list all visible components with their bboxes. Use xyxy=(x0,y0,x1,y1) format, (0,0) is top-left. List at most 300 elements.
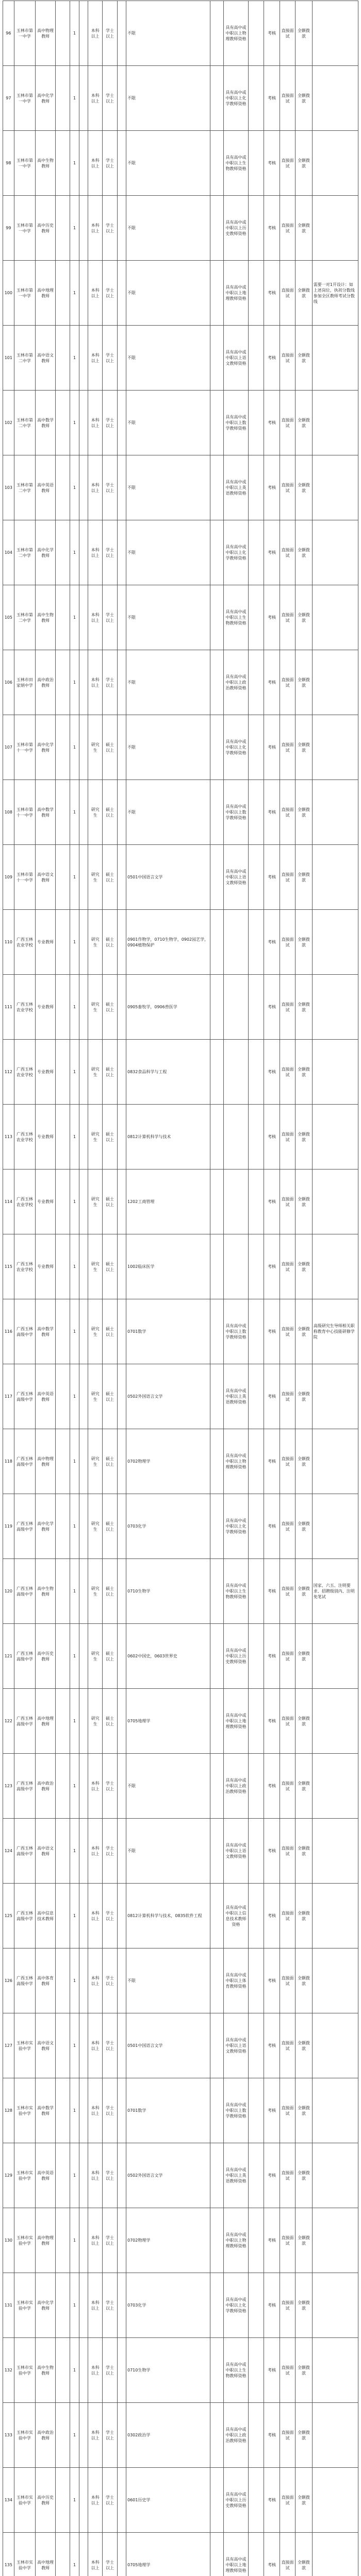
position-name: 高中历史教师 xyxy=(36,196,56,261)
position-code xyxy=(56,1559,70,1624)
position-name: 高中语文教师 xyxy=(36,845,56,910)
qualification xyxy=(224,1234,249,1299)
table-row xyxy=(3,391,358,455)
unit-name: 玉林市实验中学 xyxy=(14,2468,35,2533)
specialty xyxy=(210,455,224,520)
position-code xyxy=(56,1948,70,2013)
exam-mode: 考核 xyxy=(264,2338,280,2403)
exam-mode: 考核 xyxy=(264,1754,280,1819)
exam-method: 直接面试 xyxy=(280,1884,295,1948)
exam-mode: 考核 xyxy=(264,585,280,650)
specialty xyxy=(210,2078,224,2143)
unit-name: 玉林市第十一中学 xyxy=(14,780,35,845)
category xyxy=(79,2533,88,2576)
category xyxy=(79,455,88,520)
qualification: 具有高中或中职以上信息技术教师资格 xyxy=(224,1884,249,1948)
qualification xyxy=(224,1170,249,1234)
exam-mode: 考核 xyxy=(264,2208,280,2273)
row-number: 115 xyxy=(3,1234,14,1299)
row-number: 135 xyxy=(3,2533,14,2576)
age-limit xyxy=(117,1689,126,1754)
education: 研究生 xyxy=(88,910,103,975)
degree: 学士以上 xyxy=(103,2403,117,2468)
age-limit xyxy=(117,650,126,715)
table-row xyxy=(3,2078,358,2143)
specialty xyxy=(210,650,224,715)
category xyxy=(79,326,88,391)
position-code xyxy=(56,1,70,66)
specialty xyxy=(210,1364,224,1429)
category xyxy=(79,391,88,455)
position-name: 高中物理教师 xyxy=(36,1429,56,1494)
exam-method: 直接面试 xyxy=(280,910,295,975)
degree: 学士以上 xyxy=(103,1,117,66)
row-number: 98 xyxy=(3,131,14,196)
other-conditions xyxy=(248,455,264,520)
major-requirement: 0832食品科学与工程 xyxy=(126,1040,210,1105)
education: 本科以上 xyxy=(88,650,103,715)
table-row xyxy=(3,1040,358,1105)
position-name: 高中体育教师 xyxy=(36,1948,56,2013)
table-row xyxy=(3,1299,358,1364)
degree: 学士以上 xyxy=(103,2338,117,2403)
specialty xyxy=(210,2208,224,2273)
major-requirement: 不限 xyxy=(126,585,210,650)
age-limit xyxy=(117,1,126,66)
major-requirement: 不限 xyxy=(126,650,210,715)
category xyxy=(79,1105,88,1170)
row-number: 103 xyxy=(3,455,14,520)
exam-mode: 考核 xyxy=(264,391,280,455)
education: 本科以上 xyxy=(88,1948,103,2013)
education: 本科以上 xyxy=(88,585,103,650)
funding-type: 全额拨款 xyxy=(296,1754,313,1819)
remark xyxy=(312,2013,358,2078)
unit-name: 广西玉林高级中学 xyxy=(14,1819,35,1884)
degree: 硕士以上 xyxy=(103,1494,117,1559)
age-limit xyxy=(117,1234,126,1299)
exam-method: 直接面试 xyxy=(280,1105,295,1170)
specialty xyxy=(210,1559,224,1624)
exam-method: 直接面试 xyxy=(280,1170,295,1234)
hire-count: 1 xyxy=(70,1429,79,1494)
exam-method: 直接面试 xyxy=(280,2468,295,2533)
position-code xyxy=(56,131,70,196)
exam-mode: 考核 xyxy=(264,1689,280,1754)
age-limit xyxy=(117,715,126,780)
hire-count: 1 xyxy=(70,845,79,910)
hire-count: 1 xyxy=(70,131,79,196)
category xyxy=(79,2338,88,2403)
unit-name: 玉林市第二中学 xyxy=(14,391,35,455)
funding-type: 全额拨款 xyxy=(296,261,313,326)
other-conditions xyxy=(248,780,264,845)
row-number: 123 xyxy=(3,1754,14,1819)
category xyxy=(79,1,88,66)
row-number: 134 xyxy=(3,2468,14,2533)
unit-name: 广西玉林高级中学 xyxy=(14,1624,35,1689)
unit-name: 广西玉林农业学校 xyxy=(14,1040,35,1105)
funding-type: 全额拨款 xyxy=(296,2013,313,2078)
specialty xyxy=(210,2468,224,2533)
table-row xyxy=(3,196,358,261)
exam-mode: 考核 xyxy=(264,1559,280,1624)
qualification: 具有高中或中职以上政治教师资格 xyxy=(224,650,249,715)
age-limit xyxy=(117,2533,126,2576)
table-row xyxy=(3,1689,358,1754)
remark xyxy=(312,66,358,131)
education: 本科以上 xyxy=(88,1,103,66)
other-conditions xyxy=(248,1105,264,1170)
category xyxy=(79,2208,88,2273)
degree: 学士以上 xyxy=(103,2013,117,2078)
qualification: 具有高中或中职以上数学教师资格 xyxy=(224,391,249,455)
other-conditions xyxy=(248,2078,264,2143)
table-row xyxy=(3,650,358,715)
funding-type: 全额拨款 xyxy=(296,1234,313,1299)
education: 研究生 xyxy=(88,1040,103,1105)
row-number: 102 xyxy=(3,391,14,455)
age-limit xyxy=(117,1819,126,1884)
table-row xyxy=(3,2013,358,2078)
hire-count: 1 xyxy=(70,780,79,845)
education: 研究生 xyxy=(88,1234,103,1299)
degree: 硕士以上 xyxy=(103,1624,117,1689)
table-row xyxy=(3,261,358,326)
table-row xyxy=(3,1819,358,1884)
unit-name: 玉林市第一中学 xyxy=(14,261,35,326)
row-number: 126 xyxy=(3,1948,14,2013)
category xyxy=(79,1299,88,1364)
exam-mode: 考核 xyxy=(264,261,280,326)
specialty xyxy=(210,1429,224,1494)
position-name: 高中物理教师 xyxy=(36,1,56,66)
age-limit xyxy=(117,1884,126,1948)
degree: 学士以上 xyxy=(103,2533,117,2576)
table-row xyxy=(3,1105,358,1170)
hire-count: 1 xyxy=(70,1624,79,1689)
position-code xyxy=(56,2468,70,2533)
position-code xyxy=(56,780,70,845)
funding-type: 全额拨款 xyxy=(296,1689,313,1754)
exam-mode: 考核 xyxy=(264,131,280,196)
hire-count: 1 xyxy=(70,391,79,455)
major-requirement: 0702物理学 xyxy=(126,2208,210,2273)
category xyxy=(79,650,88,715)
remark xyxy=(312,455,358,520)
degree: 学士以上 xyxy=(103,1884,117,1948)
position-name: 高中化学教师 xyxy=(36,2273,56,2338)
other-conditions xyxy=(248,1948,264,2013)
education: 研究生 xyxy=(88,975,103,1040)
table-body xyxy=(3,1,358,2576)
remark xyxy=(312,585,358,650)
exam-method: 直接面试 xyxy=(280,1948,295,2013)
remark: 国家、六五、注明要求、招聘级别内、注明免笔试 xyxy=(312,1559,358,1624)
row-number: 114 xyxy=(3,1170,14,1234)
qualification xyxy=(224,975,249,1040)
qualification: 具有高中或中职以上生物教师资格 xyxy=(224,1559,249,1624)
table-row xyxy=(3,1170,358,1234)
table-row xyxy=(3,715,358,780)
degree: 硕士以上 xyxy=(103,1689,117,1754)
remark xyxy=(312,2468,358,2533)
row-number: 118 xyxy=(3,1429,14,1494)
major-requirement: 不限 xyxy=(126,326,210,391)
qualification xyxy=(224,1105,249,1170)
position-code xyxy=(56,1234,70,1299)
funding-type: 全额拨款 xyxy=(296,326,313,391)
unit-name: 玉林市实验中学 xyxy=(14,2143,35,2208)
other-conditions xyxy=(248,1754,264,1819)
exam-method: 直接面试 xyxy=(280,261,295,326)
funding-type: 全额拨款 xyxy=(296,1559,313,1624)
category xyxy=(79,2273,88,2338)
exam-method: 直接面试 xyxy=(280,2273,295,2338)
row-number: 113 xyxy=(3,1105,14,1170)
education: 本科以上 xyxy=(88,2403,103,2468)
education: 本科以上 xyxy=(88,196,103,261)
unit-name: 玉林市实验中学 xyxy=(14,2403,35,2468)
specialty xyxy=(210,1299,224,1364)
other-conditions xyxy=(248,1,264,66)
exam-method: 直接面试 xyxy=(280,1299,295,1364)
position-name: 高中语文教师 xyxy=(36,1819,56,1884)
exam-mode: 考核 xyxy=(264,715,280,780)
degree: 学士以上 xyxy=(103,585,117,650)
age-limit xyxy=(117,2403,126,2468)
row-number: 129 xyxy=(3,2143,14,2208)
qualification: 具有高中或中职以上语文教师资格 xyxy=(224,845,249,910)
funding-type: 全额拨款 xyxy=(296,1819,313,1884)
major-requirement: 不限 xyxy=(126,1819,210,1884)
position-name: 高中英语教师 xyxy=(36,455,56,520)
exam-method: 直接面试 xyxy=(280,1624,295,1689)
table-row xyxy=(3,1948,358,2013)
row-number: 120 xyxy=(3,1559,14,1624)
unit-name: 广西玉林农业学校 xyxy=(14,1234,35,1299)
specialty xyxy=(210,585,224,650)
row-number: 116 xyxy=(3,1299,14,1364)
row-number: 132 xyxy=(3,2338,14,2403)
age-limit xyxy=(117,1364,126,1429)
other-conditions xyxy=(248,910,264,975)
remark xyxy=(312,1494,358,1559)
unit-name: 玉林市实验中学 xyxy=(14,2273,35,2338)
exam-method: 直接面试 xyxy=(280,2013,295,2078)
degree: 学士以上 xyxy=(103,2208,117,2273)
remark xyxy=(312,2208,358,2273)
hire-count: 1 xyxy=(70,1559,79,1624)
exam-method: 直接面试 xyxy=(280,455,295,520)
hire-count: 1 xyxy=(70,2468,79,2533)
major-requirement: 0601历史学 xyxy=(126,2468,210,2533)
row-number: 108 xyxy=(3,780,14,845)
major-requirement: 不限 xyxy=(126,261,210,326)
category xyxy=(79,1040,88,1105)
funding-type: 全额拨款 xyxy=(296,1299,313,1364)
position-code xyxy=(56,2143,70,2208)
hire-count: 1 xyxy=(70,1170,79,1234)
unit-name: 玉林市第二中学 xyxy=(14,326,35,391)
row-number: 128 xyxy=(3,2078,14,2143)
funding-type: 全额拨款 xyxy=(296,1105,313,1170)
other-conditions xyxy=(248,520,264,585)
position-name: 专业教师 xyxy=(36,1040,56,1105)
hire-count: 1 xyxy=(70,1494,79,1559)
table-row xyxy=(3,780,358,845)
specialty xyxy=(210,2013,224,2078)
table-row xyxy=(3,1,358,66)
unit-name: 广西玉林高级中学 xyxy=(14,1948,35,2013)
remark: 高级研究生导师相关职称教育中心技能研修学院 xyxy=(312,1299,358,1364)
exam-method: 直接面试 xyxy=(280,1689,295,1754)
row-number: 130 xyxy=(3,2208,14,2273)
exam-mode: 考核 xyxy=(264,910,280,975)
category xyxy=(79,845,88,910)
remark xyxy=(312,1948,358,2013)
specialty xyxy=(210,1884,224,1948)
unit-name: 广西玉林高级中学 xyxy=(14,1429,35,1494)
row-number: 99 xyxy=(3,196,14,261)
other-conditions xyxy=(248,261,264,326)
qualification: 具有高中或中职以上化学教师资格 xyxy=(224,1494,249,1559)
education: 本科以上 xyxy=(88,261,103,326)
other-conditions xyxy=(248,1494,264,1559)
row-number: 133 xyxy=(3,2403,14,2468)
table-row xyxy=(3,1234,358,1299)
position-name: 高中历史教师 xyxy=(36,1624,56,1689)
age-limit xyxy=(117,1299,126,1364)
position-code xyxy=(56,1754,70,1819)
position-name: 专业教师 xyxy=(36,1170,56,1234)
other-conditions xyxy=(248,1170,264,1234)
funding-type: 全额拨款 xyxy=(296,1364,313,1429)
age-limit xyxy=(117,2468,126,2533)
exam-mode: 考核 xyxy=(264,1,280,66)
major-requirement: 不限 xyxy=(126,391,210,455)
unit-name: 玉林市第一中学 xyxy=(14,196,35,261)
remark xyxy=(312,1234,358,1299)
age-limit xyxy=(117,845,126,910)
category xyxy=(79,585,88,650)
row-number: 96 xyxy=(3,1,14,66)
education: 本科以上 xyxy=(88,455,103,520)
funding-type: 全额拨款 xyxy=(296,1494,313,1559)
funding-type: 全额拨款 xyxy=(296,2143,313,2208)
degree: 硕士以上 xyxy=(103,1040,117,1105)
qualification: 具有高中或中职以上历史教师资格 xyxy=(224,196,249,261)
row-number: 104 xyxy=(3,520,14,585)
exam-mode: 考核 xyxy=(264,975,280,1040)
exam-method: 直接面试 xyxy=(280,1494,295,1559)
exam-mode: 考核 xyxy=(264,2533,280,2576)
category xyxy=(79,2143,88,2208)
degree: 学士以上 xyxy=(103,196,117,261)
exam-mode: 考核 xyxy=(264,1299,280,1364)
hire-count: 1 xyxy=(70,1299,79,1364)
qualification xyxy=(224,1040,249,1105)
education: 研究生 xyxy=(88,1559,103,1624)
position-code xyxy=(56,1170,70,1234)
position-name: 高中地理教师 xyxy=(36,1689,56,1754)
qualification: 具有高中或中职以上政治教师资格 xyxy=(224,2403,249,2468)
specialty xyxy=(210,1040,224,1105)
table-row xyxy=(3,1364,358,1429)
qualification: 具有高中或中职以上数学教师资格 xyxy=(224,780,249,845)
age-limit xyxy=(117,326,126,391)
remark xyxy=(312,2273,358,2338)
age-limit xyxy=(117,1105,126,1170)
exam-method: 直接面试 xyxy=(280,2338,295,2403)
exam-mode: 考核 xyxy=(264,2078,280,2143)
funding-type: 全额拨款 xyxy=(296,1884,313,1948)
age-limit xyxy=(117,2078,126,2143)
funding-type: 全额拨款 xyxy=(296,2468,313,2533)
hire-count: 1 xyxy=(70,1,79,66)
row-number: 127 xyxy=(3,2013,14,2078)
hire-count: 1 xyxy=(70,975,79,1040)
row-number: 97 xyxy=(3,66,14,131)
position-code xyxy=(56,2403,70,2468)
exam-mode: 考核 xyxy=(264,780,280,845)
exam-method: 直接面试 xyxy=(280,1,295,66)
position-name: 高中语文教师 xyxy=(36,2013,56,2078)
specialty xyxy=(210,910,224,975)
exam-method: 直接面试 xyxy=(280,2403,295,2468)
position-code xyxy=(56,261,70,326)
degree: 学士以上 xyxy=(103,2468,117,2533)
degree: 硕士以上 xyxy=(103,1105,117,1170)
specialty xyxy=(210,2403,224,2468)
funding-type: 全额拨款 xyxy=(296,910,313,975)
funding-type: 全额拨款 xyxy=(296,780,313,845)
degree: 硕士以上 xyxy=(103,910,117,975)
major-requirement: 0703化学 xyxy=(126,1494,210,1559)
specialty xyxy=(210,1624,224,1689)
row-number: 100 xyxy=(3,261,14,326)
degree: 学士以上 xyxy=(103,131,117,196)
specialty xyxy=(210,845,224,910)
hire-count: 1 xyxy=(70,326,79,391)
funding-type: 全额拨款 xyxy=(296,845,313,910)
hire-count: 1 xyxy=(70,1689,79,1754)
remark xyxy=(312,2403,358,2468)
major-requirement: 0901作物学，0710生物学，0902园艺学，0904植物保护 xyxy=(126,910,210,975)
degree: 学士以上 xyxy=(103,391,117,455)
unit-name: 广西玉林高级中学 xyxy=(14,1884,35,1948)
age-limit xyxy=(117,1429,126,1494)
exam-mode: 考核 xyxy=(264,2468,280,2533)
exam-method: 直接面试 xyxy=(280,1559,295,1624)
category xyxy=(79,1948,88,2013)
exam-mode: 考核 xyxy=(264,1234,280,1299)
specialty xyxy=(210,1234,224,1299)
major-requirement: 0502外国语言文学 xyxy=(126,1364,210,1429)
age-limit xyxy=(117,1948,126,2013)
other-conditions xyxy=(248,1624,264,1689)
qualification xyxy=(224,910,249,975)
position-name: 高中地理教师 xyxy=(36,2533,56,2576)
funding-type: 全额拨款 xyxy=(296,2533,313,2576)
specialty xyxy=(210,2533,224,2576)
specialty xyxy=(210,2273,224,2338)
qualification: 具有高中或中职以上语文教师资格 xyxy=(224,2013,249,2078)
funding-type: 全额拨款 xyxy=(296,391,313,455)
remark xyxy=(312,326,358,391)
degree: 硕士以上 xyxy=(103,1364,117,1429)
other-conditions xyxy=(248,2338,264,2403)
